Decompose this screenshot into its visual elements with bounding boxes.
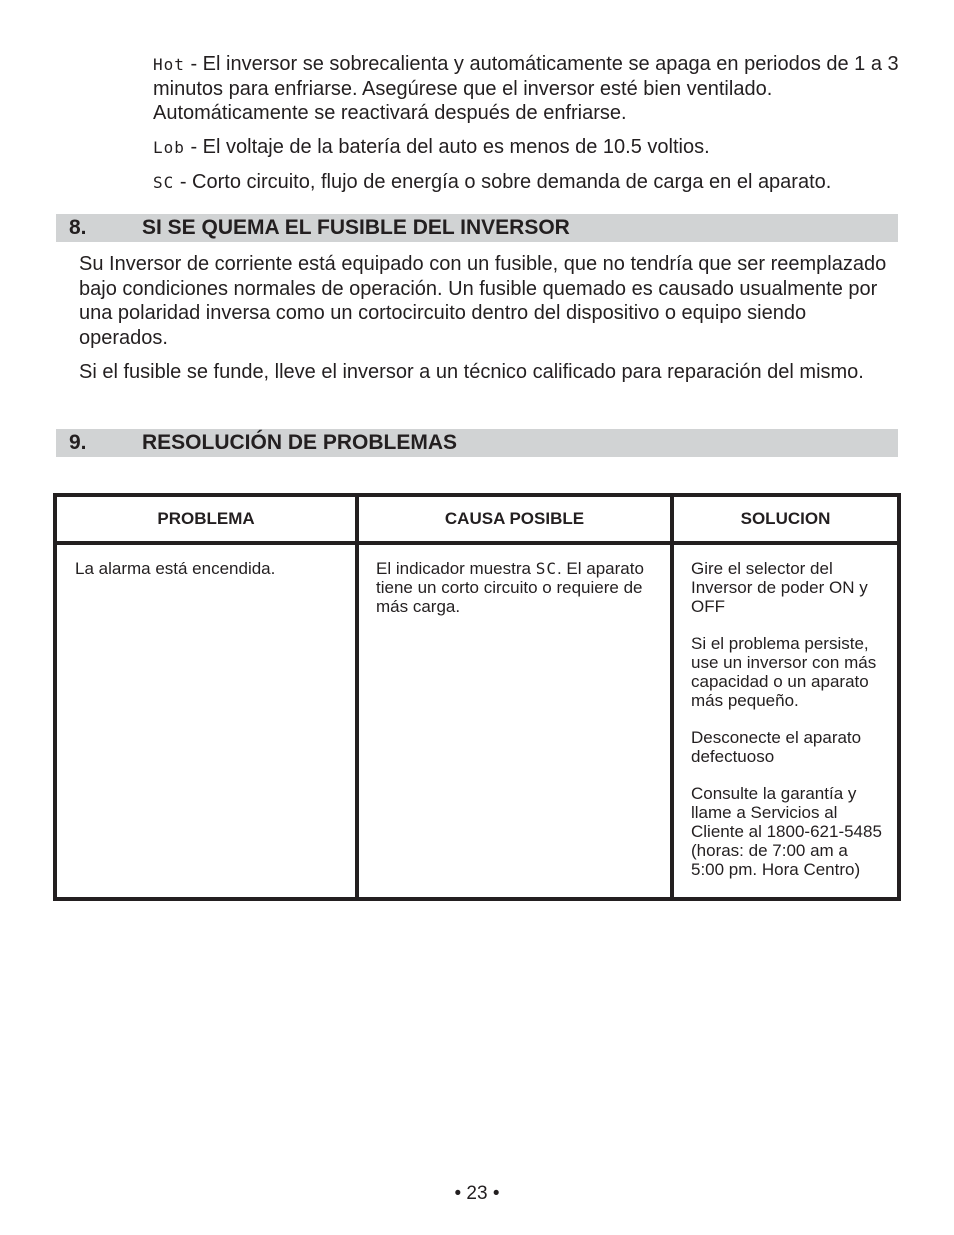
code-sc: SC — [153, 173, 175, 192]
section-8-title: SI SE QUEMA EL FUSIBLE DEL INVERSOR — [142, 216, 570, 239]
header-solution: SOLUCION — [672, 495, 899, 543]
section-8-paragraph: Si el fusible se funde, lleve el inversor a un técnico calificado para reparación del mismo. — [79, 361, 864, 383]
solution-item: Gire el selector del Inversor de poder ON y OFF — [691, 559, 868, 616]
display-codes-list — [153, 52, 913, 205]
section-8-paragraph: Su Inversor de corriente está equipado con un fusible, que no tendría que ser reemplazado bajo condiciones normales de operación. Un fusible quemado es causado usualmente por una polaridad inversa como un cortocircuito dentro del dispositivo o equipo siendo operados. — [79, 253, 887, 349]
code-lob-description — [153, 135, 913, 160]
cause-text-prefix: El indicador muestra — [376, 559, 536, 578]
code-sc-text: - Corto circuito, flujo de energía o sobre demanda de carga en el aparato. — [174, 171, 832, 193]
troubleshooting-table — [53, 493, 901, 901]
solution-cell — [672, 543, 899, 899]
code-sc: SC — [535, 559, 557, 578]
table-row — [55, 543, 899, 899]
solution-item: Si el problema persiste, use un inversor con más capacidad o un aparato más pequeño. — [691, 634, 877, 710]
code-lob-text: - El voltaje de la batería del auto es menos de 10.5 voltios. — [184, 136, 710, 158]
header-problem: PROBLEMA — [55, 495, 357, 543]
header-cause: CAUSA POSIBLE — [357, 495, 672, 543]
code-hot-description — [153, 52, 913, 125]
page-number: • 23 • — [454, 1183, 500, 1204]
section-8-body — [79, 252, 894, 395]
code-lob: Lob — [153, 138, 185, 157]
section-9-number: 9. — [69, 431, 87, 454]
code-hot-text: - El inversor se sobrecalienta y automáticamente se apaga en periodos de 1 a 3 minutos para enfriarse. Asegúrese que el inversor esté bien ventilado. Automáticamente se reactivará después de enfriarse. — [153, 53, 899, 124]
solution-item: Consulte la garantía y llame a Servicios al Cliente al 1800-621-5485 (horas: de 7:00 am a 5:00 pm. Hora Centro) — [691, 784, 882, 879]
solution-item: Desconecte el aparato defectuoso — [691, 728, 862, 766]
section-9-header — [56, 429, 898, 457]
section-8-number: 8. — [69, 216, 87, 239]
table-header-row — [55, 495, 899, 543]
section-8-header — [56, 214, 898, 242]
cause-cell — [357, 543, 672, 899]
code-hot: Hot — [153, 55, 185, 74]
problem-cell: La alarma está encendida. — [55, 543, 357, 899]
section-9-title: RESOLUCIÓN DE PROBLEMAS — [142, 431, 458, 454]
code-sc-description — [153, 170, 913, 195]
cause-text-rest: . El aparato tiene un corto circuito o requiere de más carga. — [376, 559, 644, 616]
